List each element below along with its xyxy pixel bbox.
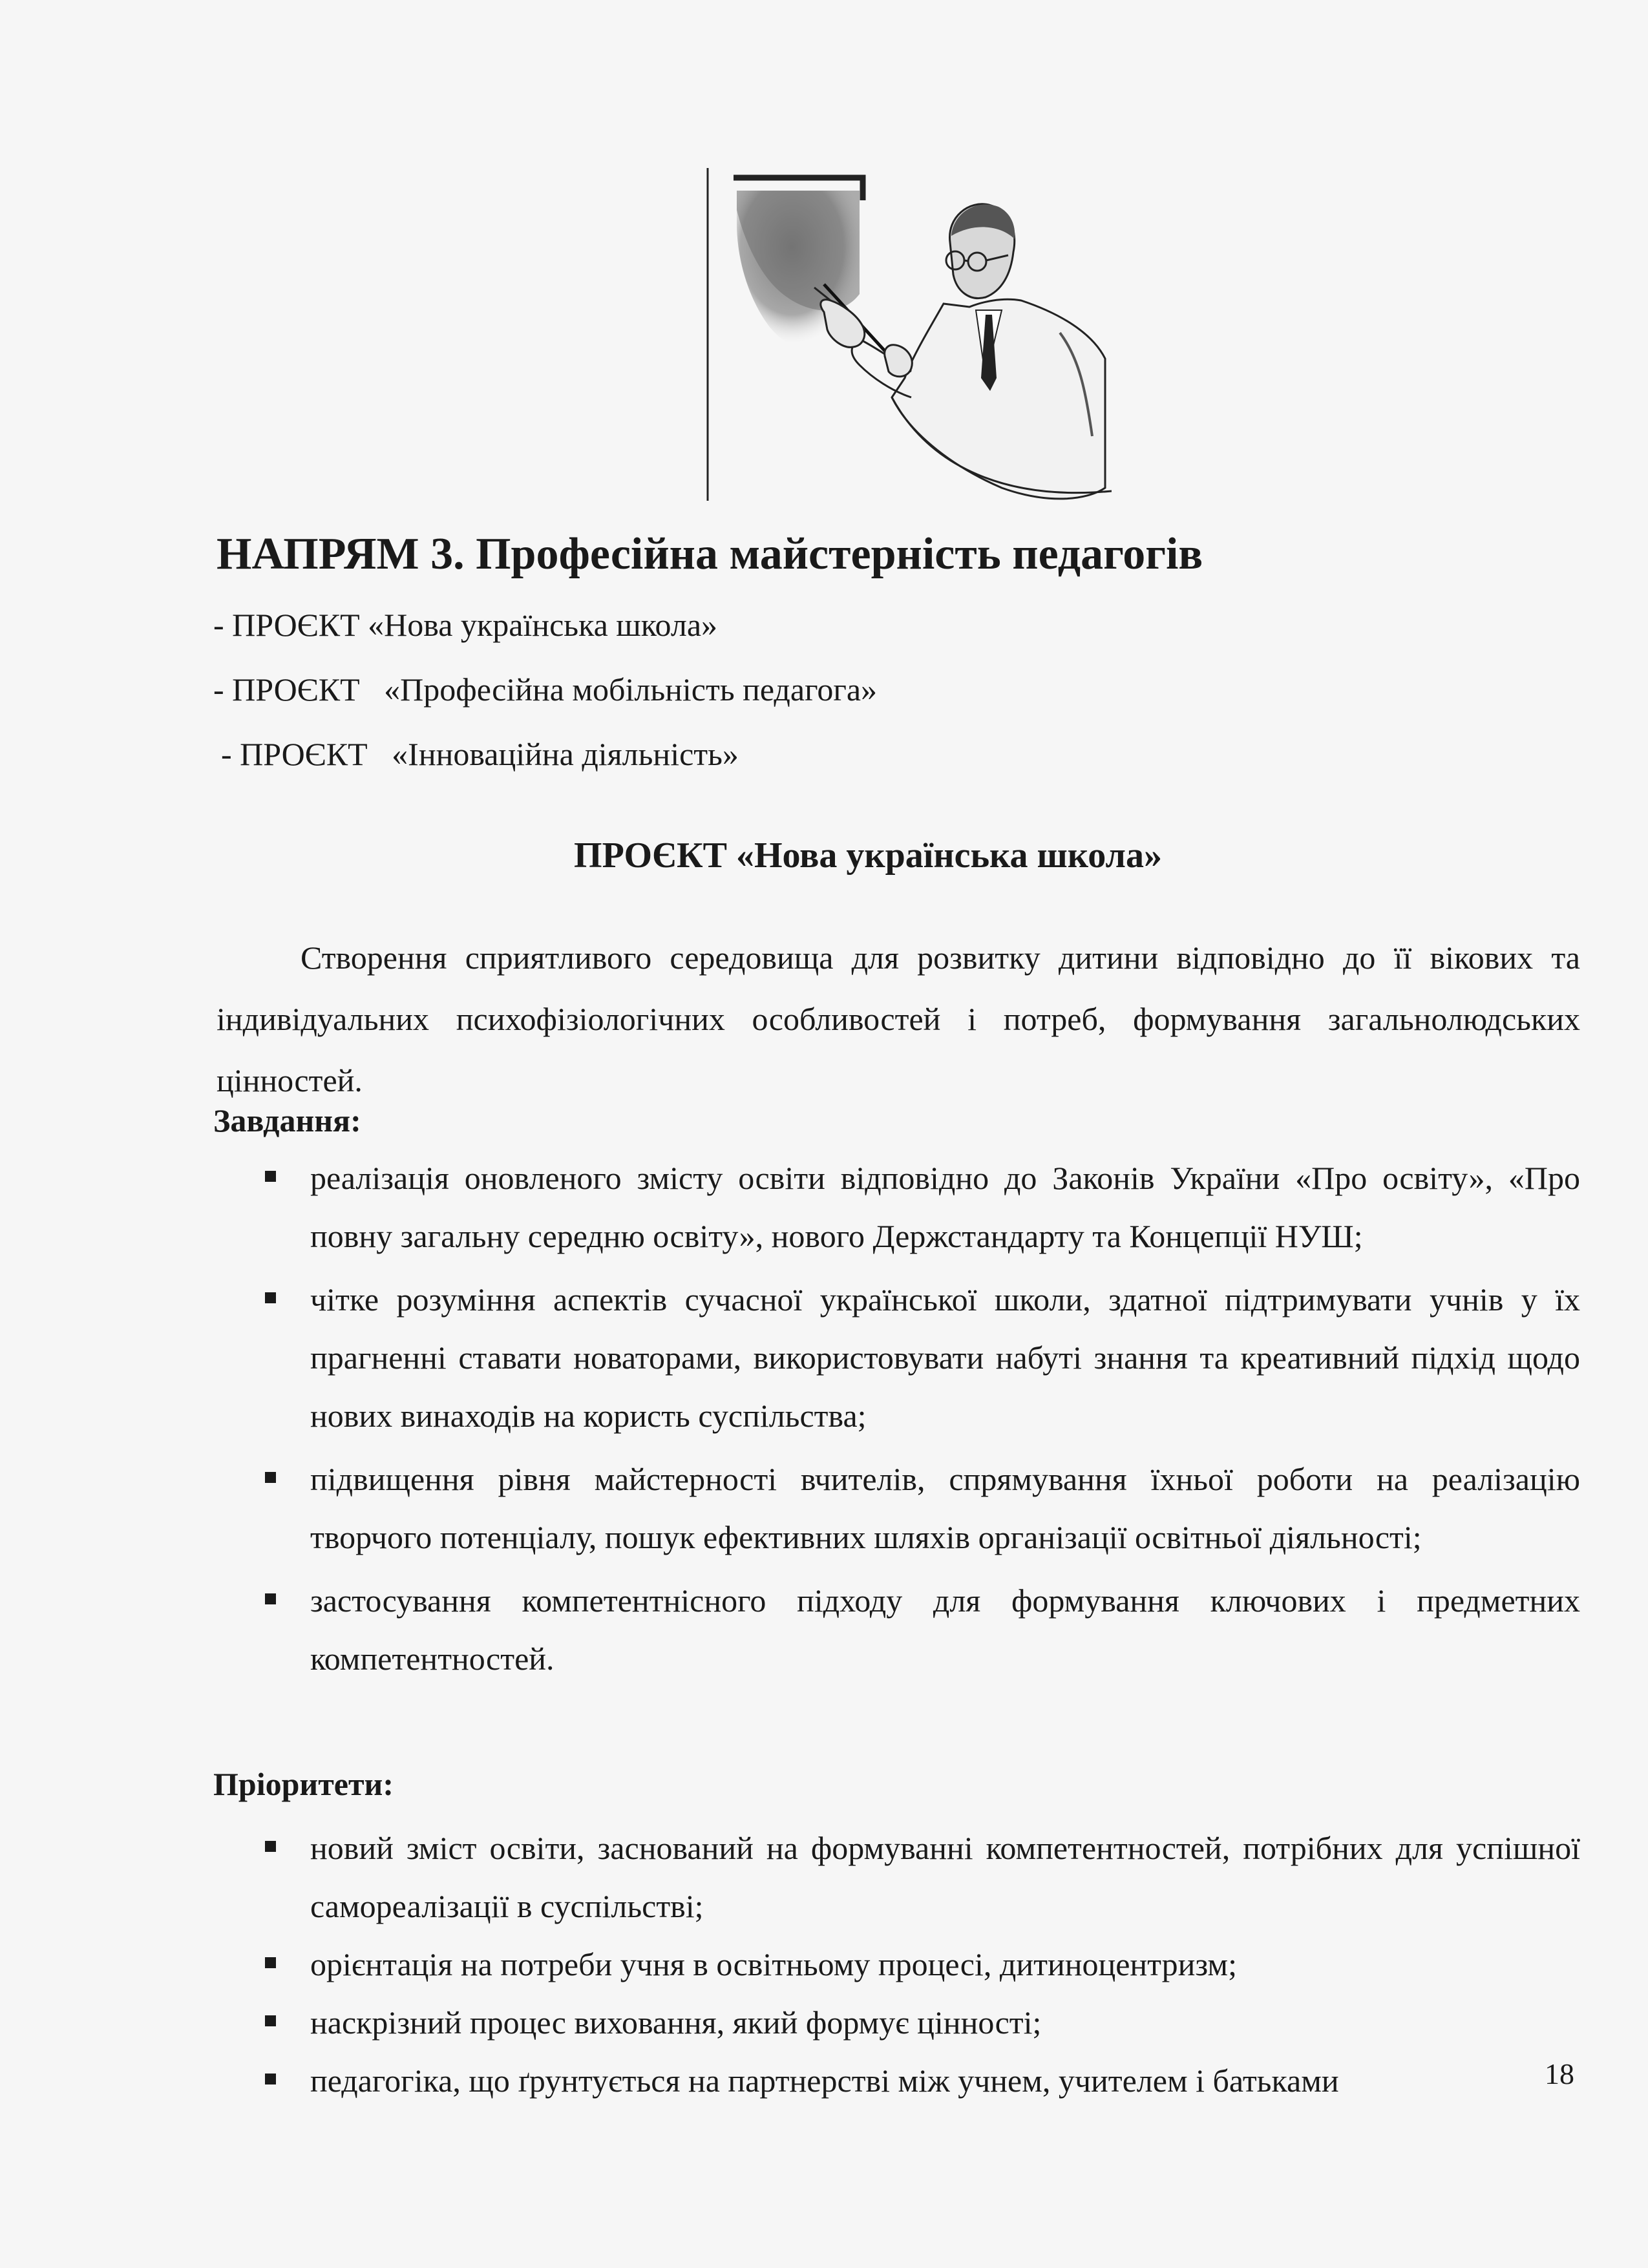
square-bullet-icon <box>265 2015 276 2026</box>
square-bullet-icon <box>265 1593 276 1604</box>
section-title <box>0 832 1648 879</box>
tasks-list <box>259 1149 1580 1693</box>
square-bullet-icon <box>265 1171 276 1182</box>
page-number: 18 <box>1545 2057 1574 2090</box>
list-item-text: педагогіка, що ґрунтується на партнерстві між учнем, учителем і батьками <box>310 2063 1339 2099</box>
list-item <box>259 1149 1580 1265</box>
list-item-text: новий зміст освіти, заснований на формуванні компетентностей, потрібних для успішної самореалізації в суспільстві; <box>310 1830 1580 1924</box>
project-item: - ПРОЄКТ «Інноваційна діяльність» <box>221 736 739 772</box>
list-item <box>259 2052 1580 2110</box>
section-title-text: ПРОЄКТ «Нова українська школа» <box>574 835 1162 876</box>
list-item <box>259 1270 1580 1445</box>
square-bullet-icon <box>265 1472 276 1483</box>
direction-title: НАПРЯМ 3. Професійна майстерність педагогів <box>217 529 1203 579</box>
list-item <box>259 1819 1580 1935</box>
project-list <box>213 604 877 798</box>
list-item-text: чітке розуміння аспектів сучасної української школи, здатної підтримувати учнів у їх прагненні ставати новаторами, використовувати набуті знання та креативний підхід щодо нових винаходів на користь суспільства; <box>310 1281 1580 1434</box>
square-bullet-icon <box>265 1841 276 1852</box>
tasks-label: Завдання: <box>213 1102 361 1139</box>
list-item <box>259 1993 1580 2052</box>
list-item <box>259 1450 1580 1566</box>
list-item-text: наскрізний процес виховання, який формує цінності; <box>310 2004 1042 2041</box>
list-item <box>259 1935 1580 1993</box>
teacher-at-board-illustration <box>698 165 1112 514</box>
square-bullet-icon <box>265 2074 276 2084</box>
square-bullet-icon <box>265 1957 276 1968</box>
project-item: - ПРОЄКТ «Професійна мобільність педагога» <box>213 671 878 708</box>
list-item-text: орієнтація на потреби учня в освітньому процесі, дитиноцентризм; <box>310 1946 1237 1982</box>
list-item-text: застосування компетентнісного підходу для формування ключових і предметних компетентностей. <box>310 1582 1580 1677</box>
square-bullet-icon <box>265 1292 276 1303</box>
list-item <box>259 1571 1580 1688</box>
list-item-text: реалізація оновленого змісту освіти відповідно до Законів України «Про освіту», «Про повну загальну середню освіту», нового Держстандарту та Концепції НУШ; <box>310 1160 1580 1254</box>
list-item-text: підвищення рівня майстерності вчителів, спрямування їхньої роботи на реалізацію творчого потенціалу, пошук ефективних шляхів організації освітньої діяльності; <box>310 1461 1580 1555</box>
priorities-label: Пріоритети: <box>213 1766 394 1802</box>
project-item: - ПРОЄКТ «Нова українська школа» <box>213 607 718 643</box>
priorities-list <box>259 1819 1580 2110</box>
intro-paragraph: Створення сприятливого середовища для розвитку дитини відповідно до її вікових та індивідуальних психофізіологічних особливостей і потреб, формування загальнолюдських цінностей. <box>217 940 1580 1098</box>
